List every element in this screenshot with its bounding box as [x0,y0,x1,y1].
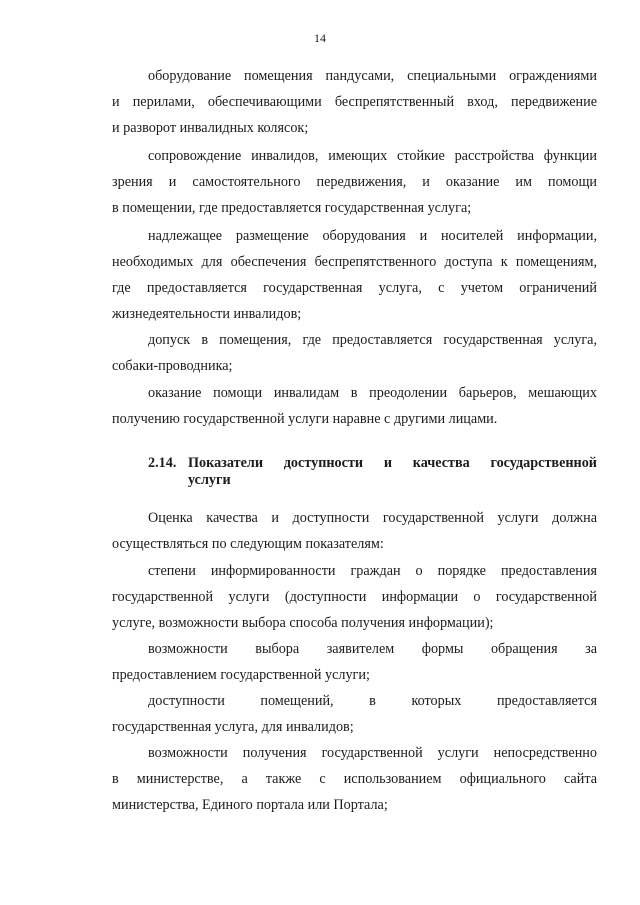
page-number: 14 [314,31,326,45]
text-line: осуществляться по следующим показателям: [112,536,384,552]
text-line: в помещении, где предоставляется государственная услуга; [112,200,472,216]
text-line: в министерстве, а также с использованием официального сайта [112,771,597,787]
text-line: степени информированности граждан о порядке предоставления [148,563,597,579]
text-line: возможности получения государственной услуги непосредственно [148,745,597,761]
text-line: доступности помещений, в которых предоставляется [148,693,597,709]
text-line: оборудование помещения пандусами, специальными ограждениями [148,68,597,84]
text-line: сопровождение инвалидов, имеющих стойкие расстройства функции [148,148,597,164]
text-line: и перилами, обеспечивающими беспрепятственный вход, передвижение [112,94,597,110]
text-line: предоставлением государственной услуги; [112,667,370,683]
text-line: зрения и самостоятельного передвижения, и оказание им помощи [112,174,597,190]
text-line: где предоставляется государственная услуга, с учетом ограничений [112,280,597,296]
section-heading: Показатели доступности и качества государственной [188,455,597,471]
section-heading-continuation: услуги [188,472,231,488]
text-line: оказание помощи инвалидам в преодолении барьеров, мешающих [148,385,597,401]
text-line: возможности выбора заявителем формы обращения за [148,641,597,657]
text-line: государственная услуга, для инвалидов; [112,719,354,735]
text-line: необходимых для обеспечения беспрепятственного доступа к помещениям, [112,254,597,270]
text-line: Оценка качества и доступности государственной услуги должна [148,510,597,526]
text-line: получению государственной услуги наравне с другими лицами. [112,411,498,427]
section-number: 2.14. [148,455,177,471]
text-line: государственной услуги (доступности информации о государственной [112,589,597,605]
text-line: и разворот инвалидных колясок; [112,120,309,136]
text-line: допуск в помещения, где предоставляется государственная услуга, [148,332,597,348]
text-line: услуге, возможности выбора способа получения информации); [112,615,494,631]
text-line: министерства, Единого портала или Портала; [112,797,388,813]
text-line: жизнедеятельности инвалидов; [112,306,302,322]
text-line: собаки-проводника; [112,358,233,374]
text-line: надлежащее размещение оборудования и носителей информации, [148,228,597,244]
